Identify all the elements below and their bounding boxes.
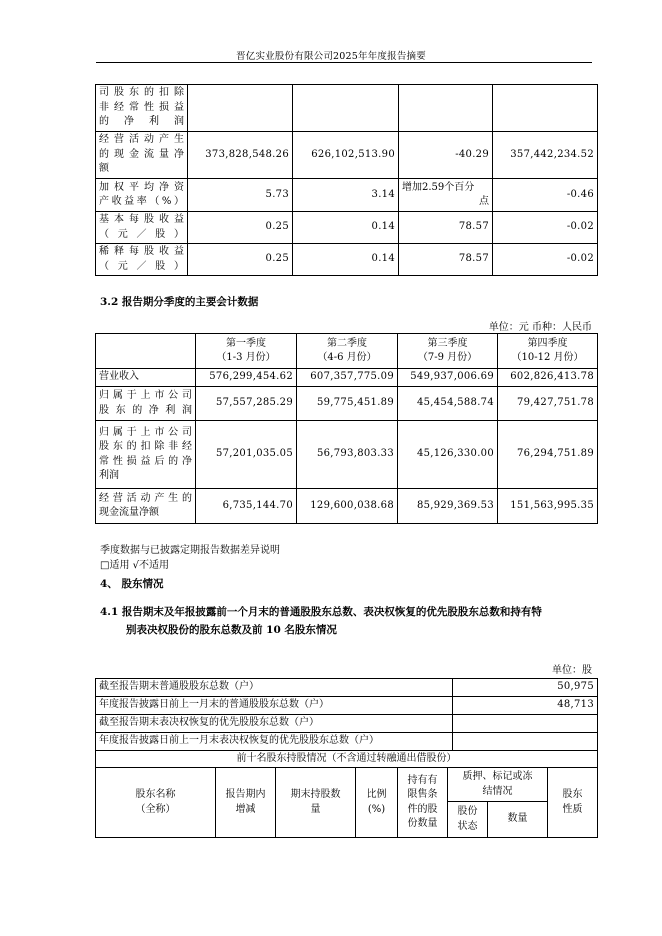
header-rule: [96, 62, 592, 63]
table-row: [96, 179, 598, 212]
key-financial-table-continued: [95, 84, 598, 276]
cell-value: 85,929,369.53: [398, 489, 498, 524]
cell-value: 78.57: [399, 212, 493, 244]
summary-value: 50,975: [453, 679, 598, 697]
row-label: 经营活动产生的 现金流量净额: [96, 489, 196, 524]
cell-value: 76,294,751.89: [498, 421, 598, 489]
top10-shareholders-table: [95, 750, 598, 838]
row-label: 基本每股收益 （元／股）: [96, 212, 188, 244]
summary-value: [453, 733, 598, 751]
page-header: 晋亿实业股份有限公司2025年年度报告摘要: [236, 51, 426, 62]
cell-value: 0.14: [293, 212, 399, 244]
table-row: [96, 733, 598, 751]
cell-value: 45,126,330.00: [398, 421, 498, 489]
section-4-title: 4、 股东情况: [100, 578, 164, 590]
col-pledge-qty: 数量: [488, 802, 548, 838]
unit-currency-note: 单位：元 币种：人民币: [488, 322, 592, 333]
cell-value: 0.25: [188, 244, 293, 276]
cell-value: 59,775,451.89: [297, 387, 398, 421]
table-row: [96, 132, 598, 179]
col-shareholder-nature: 股东 性质: [548, 768, 598, 838]
cell-value: 129,600,038.68: [297, 489, 398, 524]
row-label: 经营活动产生 的现金流量净 额: [96, 132, 188, 179]
summary-value: [453, 715, 598, 733]
header-q3: 第三季度 （7-9 月份）: [398, 334, 498, 369]
header-blank: [96, 334, 196, 369]
table-row: [96, 679, 598, 697]
row-label: 加权平均净资 产收益率（%）: [96, 179, 188, 212]
cell-value: -0.02: [493, 212, 598, 244]
row-label: 稀释每股收益 （元／股）: [96, 244, 188, 276]
summary-label: 年度报告披露日前上一月末的普通股股东总数（户）: [96, 697, 453, 715]
row-label: 营业收入: [96, 369, 196, 387]
header-q2: 第二季度 （4-6 月份）: [297, 334, 398, 369]
cell-value: 373,828,548.26: [188, 132, 293, 179]
col-restricted-shares: 持有有 限售条 件的股 份数量: [398, 768, 448, 838]
table-row: [96, 387, 598, 421]
row-label: 司股东的扣除 非经常性损益 的净利润: [96, 85, 188, 132]
cell-value: 602,826,413.78: [498, 369, 598, 387]
row-label: 归属于上市公司 股东的净利润: [96, 387, 196, 421]
section-3-2-title: 3.2 报告期分季度的主要会计数据: [100, 296, 259, 308]
row-label: 归属于上市公司 股东的扣除非经 常性损益后的净 利润: [96, 421, 196, 489]
cell-value: 549,937,006.69: [398, 369, 498, 387]
cell-value: 576,299,454.62: [196, 369, 297, 387]
cell-value: 626,102,513.90: [293, 132, 399, 179]
cell-value: 607,357,775.09: [297, 369, 398, 387]
applicability-options: □适用 √不适用: [100, 560, 169, 571]
col-pledge-status: 股份 状态: [448, 802, 488, 838]
table-caption-row: [96, 751, 598, 768]
cell-value: 3.14: [293, 179, 399, 212]
cell-change-text: 增加2.59个百分 点: [399, 179, 493, 212]
col-pledge-group: 质押、标记或冻 结情况: [448, 768, 548, 802]
section-4-1-title-line1: 4.1 报告期末及年报披露前一个月末的普通股股东总数、表决权恢复的优先股股东总数和持有特: [100, 606, 542, 618]
col-shares-held: 期末持股数 量: [276, 768, 356, 838]
col-shareholder-name: 股东名称 （全称）: [96, 768, 216, 838]
section-4-1-title-line2: 别表决权股份的股东总数及前 10 名股东情况: [126, 624, 337, 636]
quarterly-diff-note: 季度数据与已披露定期报告数据差异说明: [100, 545, 280, 556]
cell-value: -0.02: [493, 244, 598, 276]
table-header-row: [96, 768, 598, 802]
cell-value: 56,793,803.33: [297, 421, 398, 489]
cell-value: 78.57: [399, 244, 493, 276]
quarterly-data-table: [95, 333, 598, 524]
summary-value: 48,713: [453, 697, 598, 715]
table-row: [96, 244, 598, 276]
table-row: [96, 212, 598, 244]
cell-value: 57,557,285.29: [196, 387, 297, 421]
cell-value: 79,427,751.78: [498, 387, 598, 421]
cell-value: 5.73: [188, 179, 293, 212]
table-row: [96, 697, 598, 715]
cell-value: -40.29: [399, 132, 493, 179]
cell-value: [493, 85, 598, 132]
cell-value: -0.46: [493, 179, 598, 212]
cell-value: 357,442,234.52: [493, 132, 598, 179]
unit-shares-note: 单位：股: [552, 665, 592, 676]
cell-value: 6,735,144.70: [196, 489, 297, 524]
table-row: [96, 421, 598, 489]
table-row: [96, 715, 598, 733]
summary-label: 截至报告期末普通股股东总数（户）: [96, 679, 453, 697]
summary-label: 年度报告披露日前上一月末表决权恢复的优先股股东总数（户）: [96, 733, 453, 751]
table-header-row: [96, 334, 598, 369]
cell-value: [188, 85, 293, 132]
cell-value: 45,454,588.74: [398, 387, 498, 421]
cell-value: 57,201,035.05: [196, 421, 297, 489]
cell-value: [399, 85, 493, 132]
cell-value: 151,563,995.35: [498, 489, 598, 524]
top10-caption: 前十名股东持股情况（不含通过转融通出借股份）: [96, 751, 598, 768]
header-q1: 第一季度 （1-3 月份）: [196, 334, 297, 369]
col-ratio: 比例 (%): [356, 768, 398, 838]
table-row: [96, 369, 598, 387]
table-row: [96, 85, 598, 132]
table-row: [96, 489, 598, 524]
cell-value: [293, 85, 399, 132]
cell-value: 0.14: [293, 244, 399, 276]
header-q4: 第四季度 （10-12 月份）: [498, 334, 598, 369]
summary-label: 截至报告期末表决权恢复的优先股股东总数（户）: [96, 715, 453, 733]
col-period-change: 报告期内 增减: [216, 768, 276, 838]
cell-value: 0.25: [188, 212, 293, 244]
shareholder-summary-table: [95, 678, 598, 751]
